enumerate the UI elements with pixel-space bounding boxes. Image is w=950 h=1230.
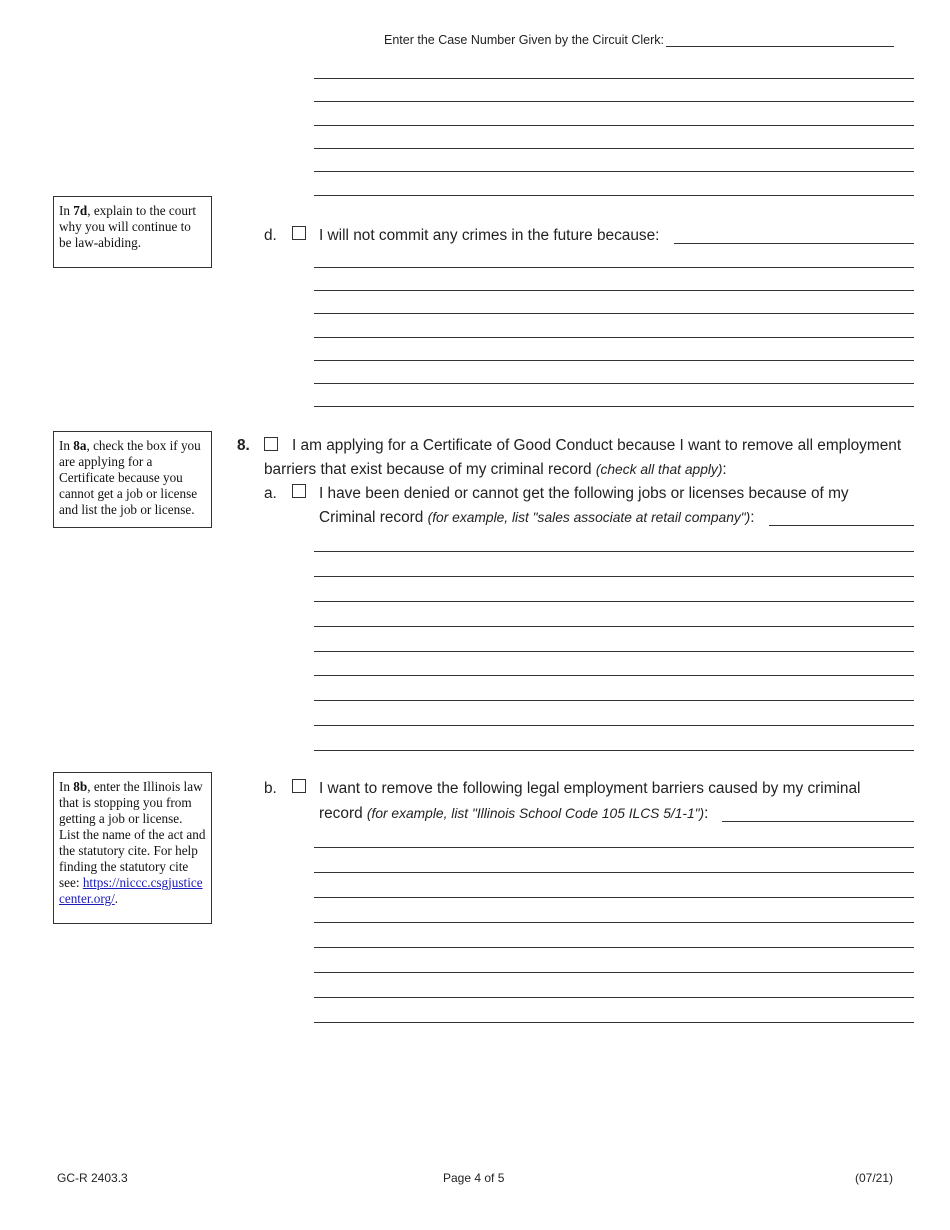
answer-line[interactable] [314,383,914,384]
form-revision: (07/21) [855,1171,894,1185]
item-d-letter: d. [264,227,277,244]
question-8-line1: I am applying for a Certificate of Good Conduct because I want to remove all employment [292,437,902,454]
item-d-inline-field[interactable] [674,243,914,244]
answer-line[interactable] [314,872,914,873]
page-number: Page 4 of 5 [443,1171,505,1185]
answer-line[interactable] [314,601,914,602]
answer-line[interactable] [314,675,914,676]
item-b-checkbox[interactable] [292,779,306,793]
sidebar-note-8a: In 8a, check the box if you are applying for a Certificate because you cannot get a job or license and list the job or license. [53,431,212,528]
item-b-line1: I want to remove the following legal employment barriers caused by my criminal [319,780,861,797]
answer-line[interactable] [314,626,914,627]
answer-line[interactable] [314,922,914,923]
answer-line[interactable] [314,101,914,102]
answer-line[interactable] [314,171,914,172]
answer-line[interactable] [314,997,914,998]
item-b-line2: record (for example, list "Illinois School Code 105 ILCS 5/1-1"): [319,805,709,822]
answer-line[interactable] [314,651,914,652]
item-a-letter: a. [264,485,277,502]
form-code: GC-R 2403.3 [57,1171,128,1185]
item-d-checkbox[interactable] [292,226,306,240]
answer-line[interactable] [314,78,914,79]
item-b-inline-field[interactable] [722,821,914,822]
sidebar-note-7d: In 7d, explain to the court why you will continue to be law-abiding. [53,196,212,268]
item-d-text: I will not commit any crimes in the future because: [319,227,660,244]
case-number-field[interactable] [666,46,894,47]
item-b-letter: b. [264,780,277,797]
question-8-number: 8. [237,437,250,454]
item-a-checkbox[interactable] [292,484,306,498]
answer-line[interactable] [314,897,914,898]
case-number-label: Enter the Case Number Given by the Circuit Clerk: [384,33,664,47]
sidebar-note-8b: In 8b, enter the Illinois law that is stopping you from getting a job or license. List the name of the act and the statutory cite. For help finding the statutory cite see: https://niccc.csgjusticecenter.org/. [53,772,212,924]
answer-line[interactable] [314,267,914,268]
answer-line[interactable] [314,972,914,973]
answer-line[interactable] [314,406,914,407]
item-a-line1: I have been denied or cannot get the following jobs or licenses because of my [319,485,849,502]
answer-line[interactable] [314,700,914,701]
answer-line[interactable] [314,360,914,361]
answer-line[interactable] [314,313,914,314]
answer-line[interactable] [314,148,914,149]
answer-line[interactable] [314,750,914,751]
answer-line[interactable] [314,337,914,338]
answer-line[interactable] [314,195,914,196]
item-a-inline-field[interactable] [769,525,914,526]
statutory-cite-link[interactable]: https://niccc.csgjusticecenter.org/ [59,875,203,906]
answer-line[interactable] [314,576,914,577]
question-8-line2: barriers that exist because of my criminal record (check all that apply): [264,461,727,478]
answer-line[interactable] [314,1022,914,1023]
answer-line[interactable] [314,290,914,291]
question-8-checkbox[interactable] [264,437,278,451]
item-a-line2: Criminal record (for example, list "sales associate at retail company"): [319,509,755,526]
answer-line[interactable] [314,947,914,948]
answer-line[interactable] [314,125,914,126]
answer-line[interactable] [314,725,914,726]
answer-line[interactable] [314,551,914,552]
answer-line[interactable] [314,847,914,848]
